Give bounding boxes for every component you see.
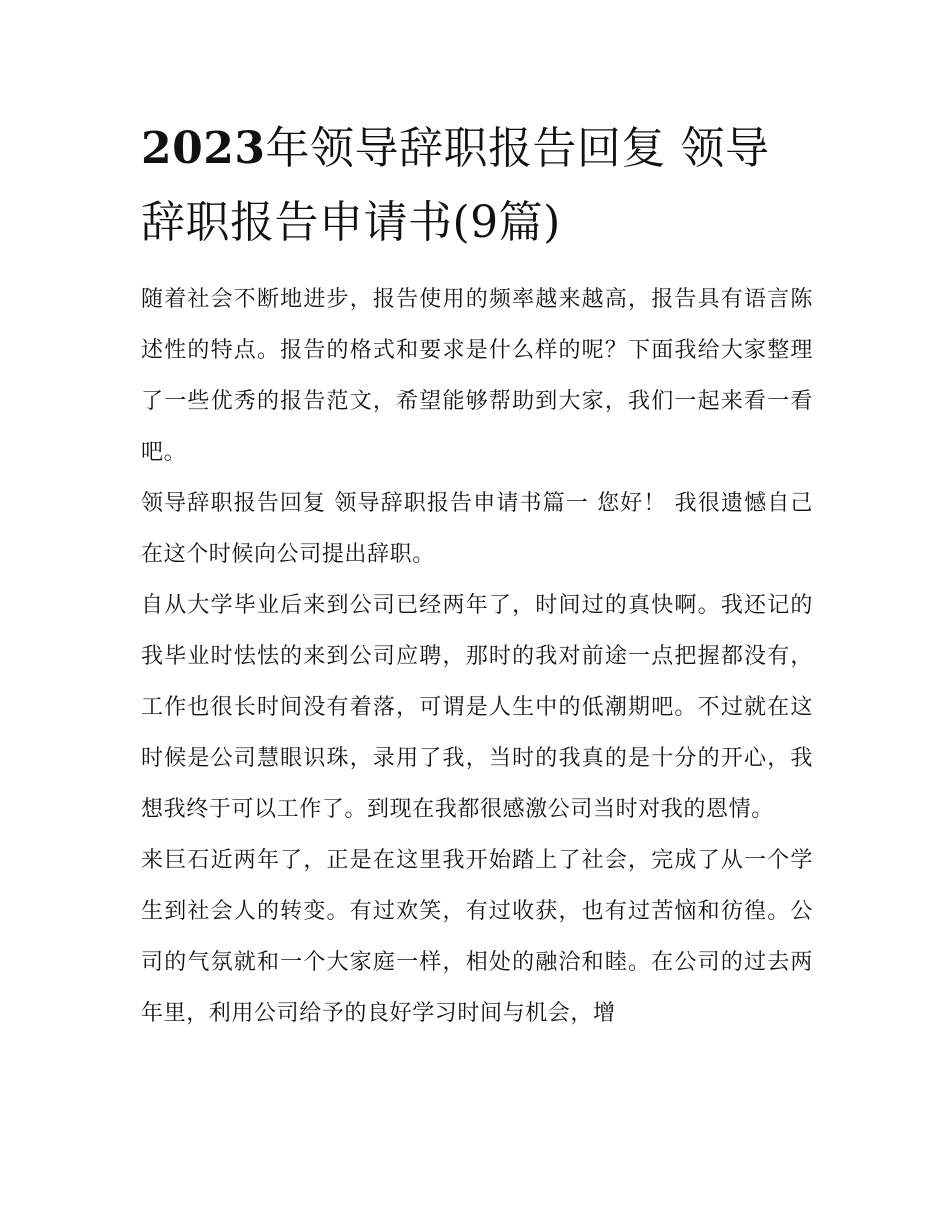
body-paragraph: 来巨石近两年了，正是在这里我开始踏上了社会，完成了从一个学生到社会人的转变。有过欢笑，有过收获，也有过苦恼和彷徨。公司的气氛就和一个大家庭一样，相处的融洽和睦。在公司的过去两年里，利用公司给予的良好学习时间与机会，增 — [141, 848, 813, 1026]
title-text: 年领导辞职报告回复 领导辞职报告申请书(9篇) — [141, 123, 770, 248]
document-title — [141, 112, 813, 260]
section-heading-paragraph: 领导辞职报告回复 领导辞职报告申请书篇一 您好！ 我很遗憾自己在这个时候向公司提出辞职。 — [141, 491, 813, 567]
title-year: 2023 — [141, 123, 266, 174]
intro-paragraph: 随着社会不断地进步，报告使用的频率越来越高，报告具有语言陈述性的特点。报告的格式和要求是什么样的呢？下面我给大家整理了一些优秀的报告范文，希望能够帮助到大家，我们一起来看一看吧。 — [141, 287, 813, 465]
document-body — [141, 112, 813, 1039]
body-paragraph: 自从大学毕业后来到公司已经两年了，时间过的真快啊。我还记的我毕业时怯怯的来到公司应聘，那时的我对前途一点把握都没有，工作也很长时间没有着落，可谓是人生中的低潮期吧。不过就在这时候是公司慧眼识珠，录用了我，当时的我真的是十分的开心，我想我终于可以工作了。到现在我都很感激公司当时对我的恩情。 — [141, 593, 813, 822]
